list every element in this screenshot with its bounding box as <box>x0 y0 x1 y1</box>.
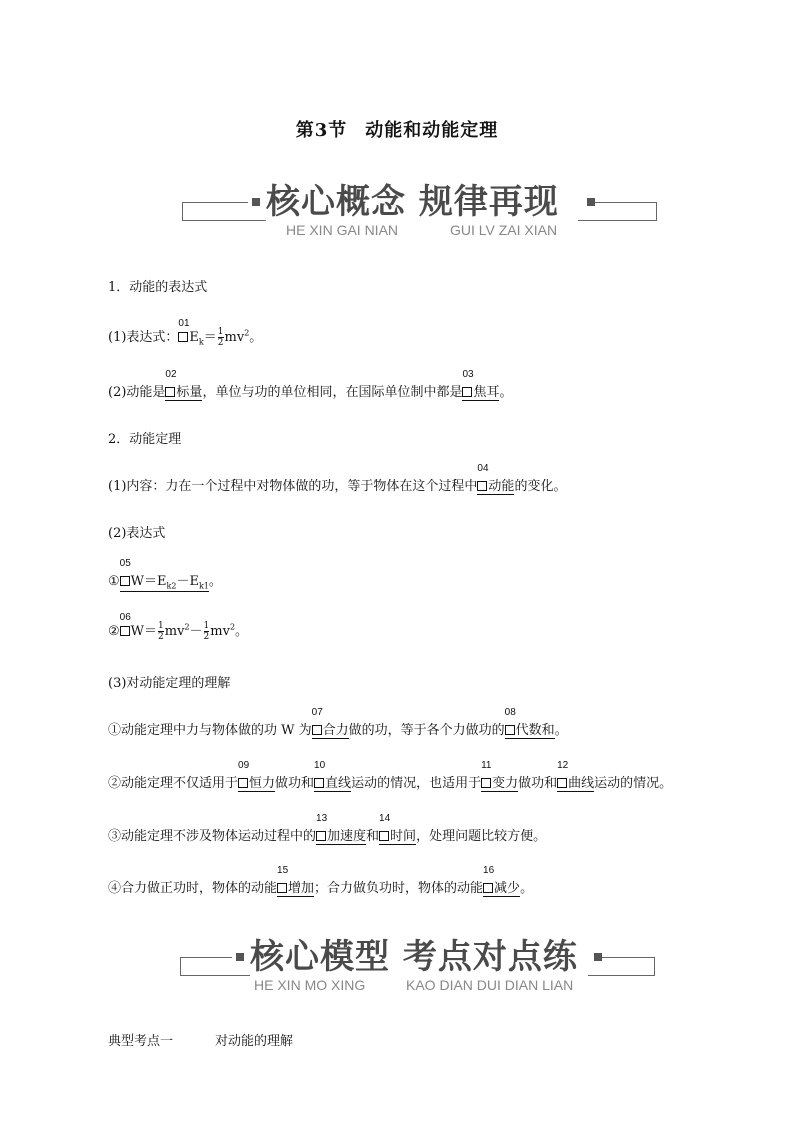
blank-box-icon <box>120 626 130 636</box>
blank-box-icon <box>178 332 188 342</box>
banner-square-icon <box>594 953 602 961</box>
banner-square-icon <box>236 953 244 961</box>
blank-box-icon <box>483 883 493 893</box>
typical-topic-name: 对动能的理解 <box>215 1034 294 1049</box>
heading-kinetic-energy-expression: 1．动能的表达式 <box>108 280 208 295</box>
blank-box-icon <box>238 778 248 788</box>
blank-box-icon <box>277 883 287 893</box>
typical-topic <box>108 1030 293 1049</box>
banner-core-concepts <box>182 182 657 238</box>
page-title <box>0 116 794 142</box>
line-scalar: (2)动能是 02 标量，单位与功的单位相同，在国际单位制中都是 03 焦耳。 <box>108 369 513 400</box>
line-understanding-1: ①动能定理中力与物体做的功 W 为 07 合力做的功，等于各个力做功的 08 代数和。 <box>108 707 568 738</box>
banner-pinyin-right: KAO DIAN DUI DIAN LIAN <box>406 977 574 993</box>
banner-pinyin-left: HE XIN GAI NIAN <box>286 222 399 238</box>
banner-heading: 核心概念 规律再现 <box>266 182 578 222</box>
blank-box-icon <box>379 831 389 841</box>
banner-square-icon <box>587 198 595 206</box>
line-formula-2: ② 06 W＝ $\frac{1}{2}$ $mv^2-$ $\frac{1}{2}$ $mv^2$。 <box>108 612 249 642</box>
blank-box-icon <box>165 387 175 397</box>
line-formula-1: ① 05 $W=E_{k2}-E_{k1}$。 <box>108 558 222 591</box>
banner-heading: 核心模型 考点对点练 <box>250 937 588 977</box>
blank-box-icon <box>314 778 324 788</box>
line-understanding-3: ③动能定理不涉及物体运动过程中的 13 加速度和 14 时间，处理问题比较方便。 <box>108 813 547 844</box>
blank-box-icon <box>462 387 472 397</box>
line-understanding-4: ④合力做正功时，物体的动能 15 增加；合力做负功时，物体的动能 16 减少。 <box>108 865 534 896</box>
heading-expression: (2)表达式 <box>108 526 166 541</box>
blank-box-icon <box>312 725 322 735</box>
blank-box-icon <box>505 725 515 735</box>
section-name: 动能和动能定理 <box>365 120 499 141</box>
banner-pinyin-left: HE XIN MO XING <box>254 977 366 993</box>
blank-box-icon <box>477 481 487 491</box>
banner-pinyin-right: GUI LV ZAI XIAN <box>450 222 558 238</box>
line-content: (1)内容：力在一个过程中对物体做的功，等于物体在这个过程中 04 动能的变化。 <box>108 463 567 494</box>
section-number: 第3节 <box>295 120 348 141</box>
blank-box-icon <box>120 576 130 586</box>
line-expression: (1)表达式： 01 $E_k=$ $\frac{1}{2}$ $mv^2$。 <box>108 318 263 348</box>
line-understanding-2: ②动能定理不仅适用于 09 恒力做功和 10 直线运动的情况，也适用于 11 变力做功和 12 曲线运动的情况。 <box>108 760 673 791</box>
typical-label: 典型考点一 <box>108 1034 174 1049</box>
banner-core-models <box>180 937 655 993</box>
heading-understanding: (3)对动能定理的理解 <box>108 676 231 691</box>
blank-box-icon <box>316 831 326 841</box>
banner-square-icon <box>252 198 260 206</box>
heading-theorem: 2．动能定理 <box>108 432 182 447</box>
blank-box-icon <box>557 778 567 788</box>
blank-box-icon <box>481 778 491 788</box>
